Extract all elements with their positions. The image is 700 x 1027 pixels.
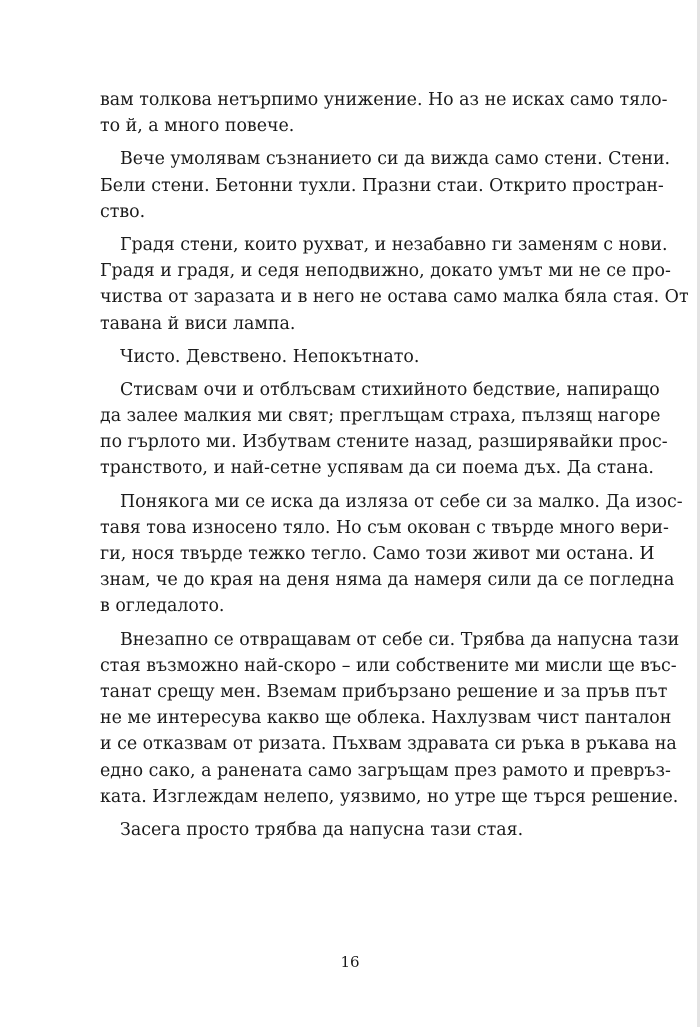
text-line: чиства от заразата и в него не остава само малка бяла стая. От — [100, 287, 689, 308]
text-line: знам, че до края на деня няма да намеря сили да се погледна — [100, 570, 675, 591]
text-line: Стисвам очи и отблъсвам стихийното бедствие, напиращо — [120, 379, 660, 400]
text-line: Внезапно се отвращавам от себе си. Трябва да напусна тази — [120, 629, 680, 650]
paragraph — [100, 232, 689, 337]
paragraph — [100, 817, 603, 843]
text-line: стая възможно най-скоро – или собствените ми мисли ще въс- — [100, 655, 677, 676]
text-line: Градя и градя, и седя неподвижно, докато умът ми не се про- — [100, 261, 671, 282]
text-line: и се отказвам от ризата. Пъхвам здравата си ръка в ръкава на — [100, 734, 677, 755]
paragraph — [100, 489, 683, 620]
text-line: ство. — [100, 201, 146, 222]
page-number: 16 — [340, 953, 360, 971]
text-line: тавя това износено тяло. Но съм окован с твърде много вери- — [100, 517, 669, 538]
body-text — [100, 87, 689, 850]
text-line: Градя стени, които рухват, и незабавно ги заменям с нови. — [120, 234, 668, 255]
text-line: танат срещу мен. Вземам прибързано решение и за пръв път — [100, 681, 668, 702]
paragraph — [100, 344, 603, 370]
text-line: да залее малкия ми свят; преглъщам страха, пълзящ нагоре — [100, 406, 661, 427]
paragraph — [100, 87, 668, 139]
text-line: транството, и най-сетне успявам да си поема дъх. Да стана. — [100, 458, 654, 479]
text-line: то й, а много повече. — [100, 116, 295, 137]
text-line: Чисто. Девствено. Непокътнато. — [120, 346, 420, 367]
text-line: вам толкова нетърпимо унижение. Но аз не исках само тяло- — [100, 90, 668, 110]
text-line: Вече умолявам съзнанието си да вижда само стени. Стени. — [120, 149, 671, 170]
text-line: тавана й виси лампа. — [100, 313, 296, 334]
text-line: Понякога ми се иска да изляза от себе си за малко. Да изос- — [120, 491, 683, 512]
text-line: не ме интересува какво ще облека. Нахлузвам чист панталон — [100, 708, 672, 729]
text-line: в огледалото. — [100, 596, 225, 617]
text-line: едно сако, а ранената само загръщам през рамото и превръз- — [100, 760, 671, 781]
text-line: ги, нося твърде тежко тегло. Само този живот ми остана. И — [100, 544, 655, 564]
paragraph — [100, 627, 680, 810]
text-line: по гърлото ми. Избутвам стените назад, разширявайки прос- — [100, 432, 668, 453]
paragraph — [100, 377, 668, 482]
text-line: Засега просто трябва да напусна тази стая. — [120, 819, 524, 840]
text-line: ката. Изглеждам нелепо, уязвимо, но утре ще търся решение. — [100, 786, 679, 807]
text-line: Бели стени. Бетонни тухли. Празни стаи. Открито простран- — [100, 175, 664, 196]
paragraph — [100, 146, 671, 225]
